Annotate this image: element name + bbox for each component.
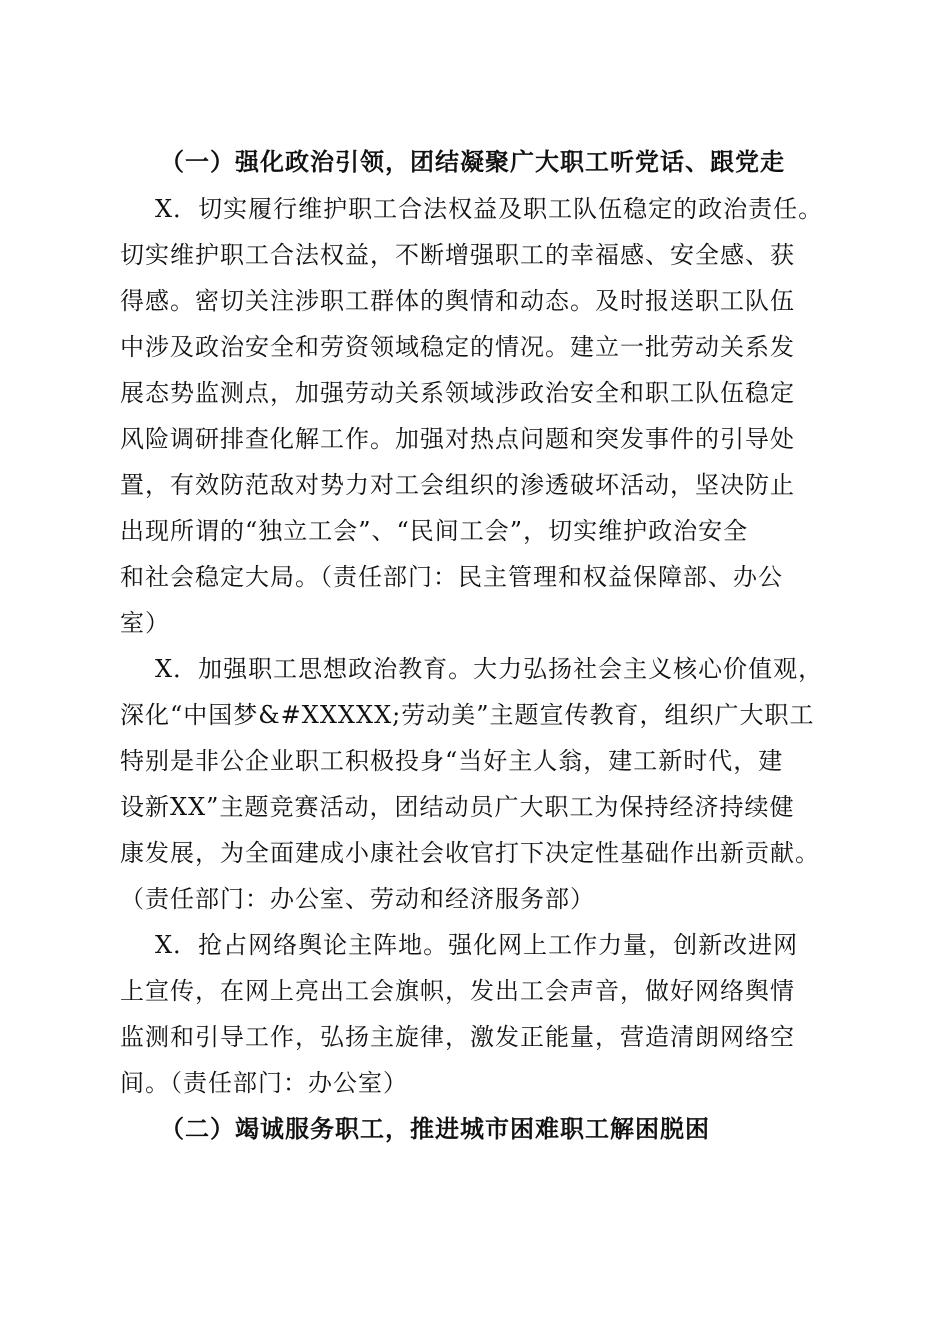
- para1-line: 得感。密切关注涉职工群体的舆情和动态。及时报送职工队伍: [120, 287, 795, 315]
- para1-line: 展态势监测点，加强劳动关系领域涉政治安全和职工队伍稳定: [120, 379, 795, 407]
- para1-line: 风险调研排查化解工作。加强对热点问题和突发事件的引导处: [120, 425, 795, 453]
- para3-line: 监测和引导工作，弘扬主旋律，激发正能量，营造清朗网络空: [120, 1023, 795, 1051]
- para1-line: 室）: [120, 609, 170, 637]
- para3-line: 间。（责任部门：办公室）: [120, 1069, 408, 1097]
- para2-line: 深化“中国梦&#XXXXX;劳动美”主题宣传教育，组织广大职工: [120, 701, 815, 729]
- para1-line: 切实维护职工合法权益，不断增强职工的幸福感、安全感、获: [120, 241, 795, 269]
- para2-line: 设新XX”主题竞赛活动，团结动员广大职工为保持经济持续健: [120, 793, 795, 821]
- section-heading-2: （二）竭诚服务职工，推进城市困难职工解困脱困: [160, 1114, 710, 1143]
- para1-line: X．切实履行维护职工合法权益及职工队伍稳定的政治责任。: [155, 195, 824, 223]
- para3-line: X．抢占网络舆论主阵地。强化网上工作力量，创新改进网: [155, 931, 799, 959]
- para2-line: （责任部门：办公室、劳动和经济服务部）: [120, 885, 595, 913]
- para2-line: X．加强职工思想政治教育。大力弘扬社会主义核心价值观，: [155, 655, 824, 683]
- para2-line: 特别是非公企业职工积极投身“当好主人翁，建工新时代，建: [120, 747, 784, 775]
- para1-line: 置，有效防范敌对势力对工会组织的渗透破坏活动，坚决防止: [120, 471, 795, 499]
- section-heading-1: （一）强化政治引领，团结凝聚广大职工听党话、跟党走: [160, 147, 785, 176]
- para1-line: 中涉及政治安全和劳资领域稳定的情况。建立一批劳动关系发: [120, 333, 795, 361]
- para2-line: 康发展，为全面建成小康社会收官打下决定性基础作出新贡献。: [120, 839, 820, 867]
- para1-line: 和社会稳定大局。（责任部门：民主管理和权益保障部、办公: [120, 563, 783, 591]
- para3-line: 上宣传，在网上亮出工会旗帜，发出工会声音，做好网络舆情: [120, 977, 795, 1005]
- para1-line: 出现所谓的“独立工会”、“民间工会”，切实维护政治安全: [120, 517, 749, 545]
